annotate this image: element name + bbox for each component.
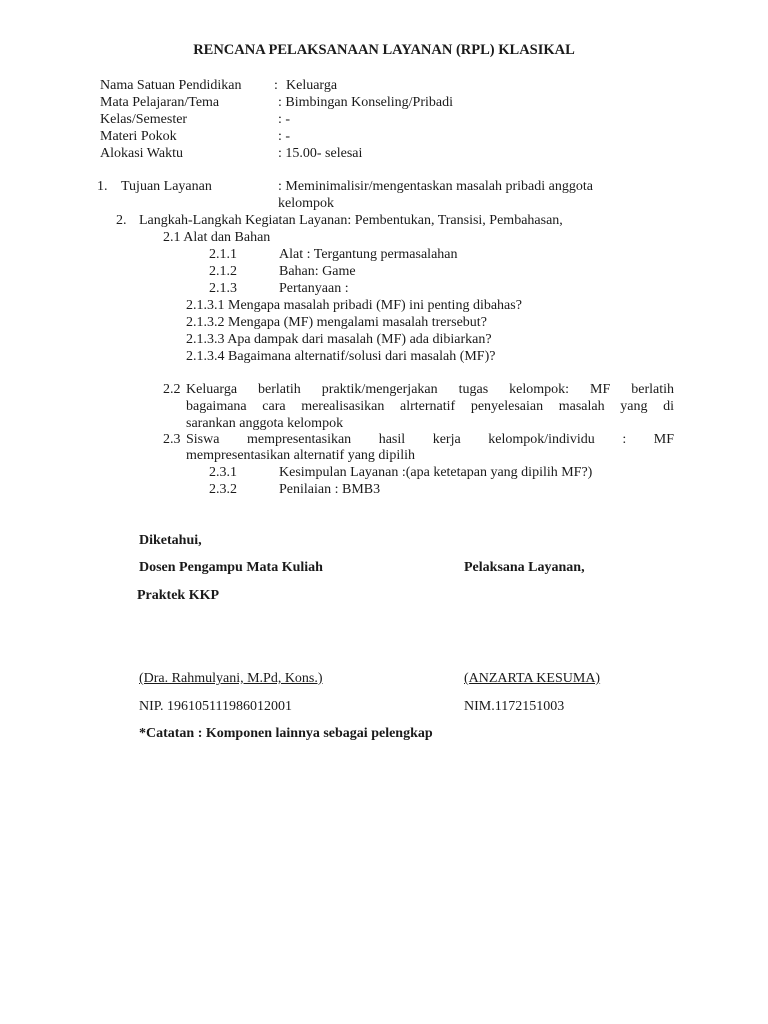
item-text: Pertanyaan : — [279, 281, 349, 296]
paragraph-line: sarankan anggota kelompok — [186, 416, 344, 431]
left-signer-role-cont: Praktek KKP — [137, 588, 220, 603]
item-number: 2.1.3 — [209, 281, 237, 296]
info-value: Keluarga — [286, 78, 338, 93]
info-label: Alokasi Waktu — [100, 146, 183, 161]
left-signer-name: (Dra. Rahmulyani, M.Pd, Kons.) — [139, 671, 323, 686]
section-value: : Meminimalisir/mengentaskan masalah pribadi anggota — [278, 179, 593, 194]
right-signer-role: Pelaksana Layanan, — [464, 560, 585, 575]
subsection-heading: 2.1 Alat dan Bahan — [163, 230, 271, 245]
info-label: Materi Pokok — [100, 129, 177, 144]
subsection-number: 2.3 — [163, 432, 181, 447]
info-value: : - — [278, 112, 291, 127]
info-value: : Bimbingan Konseling/Pribadi — [278, 95, 453, 110]
paragraph-line: Keluarga berlatih praktik/mengerjakan tugas kelompok: MF berlatih — [186, 382, 674, 397]
item-text: Alat : Tergantung permasalahan — [279, 247, 458, 262]
item-number: 2.1.1 — [209, 247, 237, 262]
paragraph-line: bagaimana cara merealisasikan alrternatif penyelesaian masalah yang di — [186, 399, 674, 414]
item-number: 2.3.1 — [209, 465, 237, 480]
known-label: Diketahui, — [139, 533, 202, 548]
right-signer-name: (ANZARTA KESUMA) — [464, 671, 601, 686]
question-item: 2.1.3.2 Mengapa (MF) mengalami masalah trersebut? — [186, 315, 487, 330]
section-label: Tujuan Layanan — [121, 179, 212, 194]
subsection-number: 2.2 — [163, 382, 181, 397]
item-number: 2.3.2 — [209, 482, 237, 497]
left-signer-role: Dosen Pengampu Mata Kuliah — [139, 560, 323, 575]
section-text: Langkah-Langkah Kegiatan Layanan: Pembentukan, Transisi, Pembahasan, — [139, 213, 563, 228]
info-value: : 15.00- selesai — [278, 146, 363, 161]
question-item: 2.1.3.4 Bagaimana alternatif/solusi dari masalah (MF)? — [186, 349, 496, 364]
question-item: 2.1.3.1 Mengapa masalah pribadi (MF) ini penting dibahas? — [186, 298, 522, 313]
info-value: : - — [278, 129, 291, 144]
section-number: 2. — [116, 213, 127, 228]
right-signer-id: NIM.1172151003 — [464, 699, 565, 714]
info-label: Kelas/Semester — [100, 112, 188, 127]
question-item: 2.1.3.3 Apa dampak dari masalah (MF) ada dibiarkan? — [186, 332, 492, 347]
paragraph-line: Siswa mempresentasikan hasil kerja kelompok/individu : MF — [186, 432, 674, 447]
info-separator: : — [274, 78, 278, 93]
item-text: Penilaian : BMB3 — [279, 482, 381, 497]
item-text: Bahan: Game — [279, 264, 356, 279]
section-value-cont: kelompok — [278, 196, 334, 211]
info-label: Nama Satuan Pendidikan — [100, 78, 242, 93]
item-number: 2.1.2 — [209, 264, 237, 279]
footnote: *Catatan : Komponen lainnya sebagai pelengkap — [139, 726, 433, 741]
info-label: Mata Pelajaran/Tema — [100, 95, 220, 110]
document-title: RENCANA PELAKSANAAN LAYANAN (RPL) KLASIKAL — [193, 42, 575, 58]
section-number: 1. — [97, 179, 108, 194]
left-signer-id: NIP. 196105111986012001 — [139, 699, 292, 714]
paragraph-line: mempresentasikan alternatif yang dipilih — [186, 448, 415, 463]
item-text: Kesimpulan Layanan :(apa ketetapan yang dipilih MF?) — [279, 465, 593, 480]
